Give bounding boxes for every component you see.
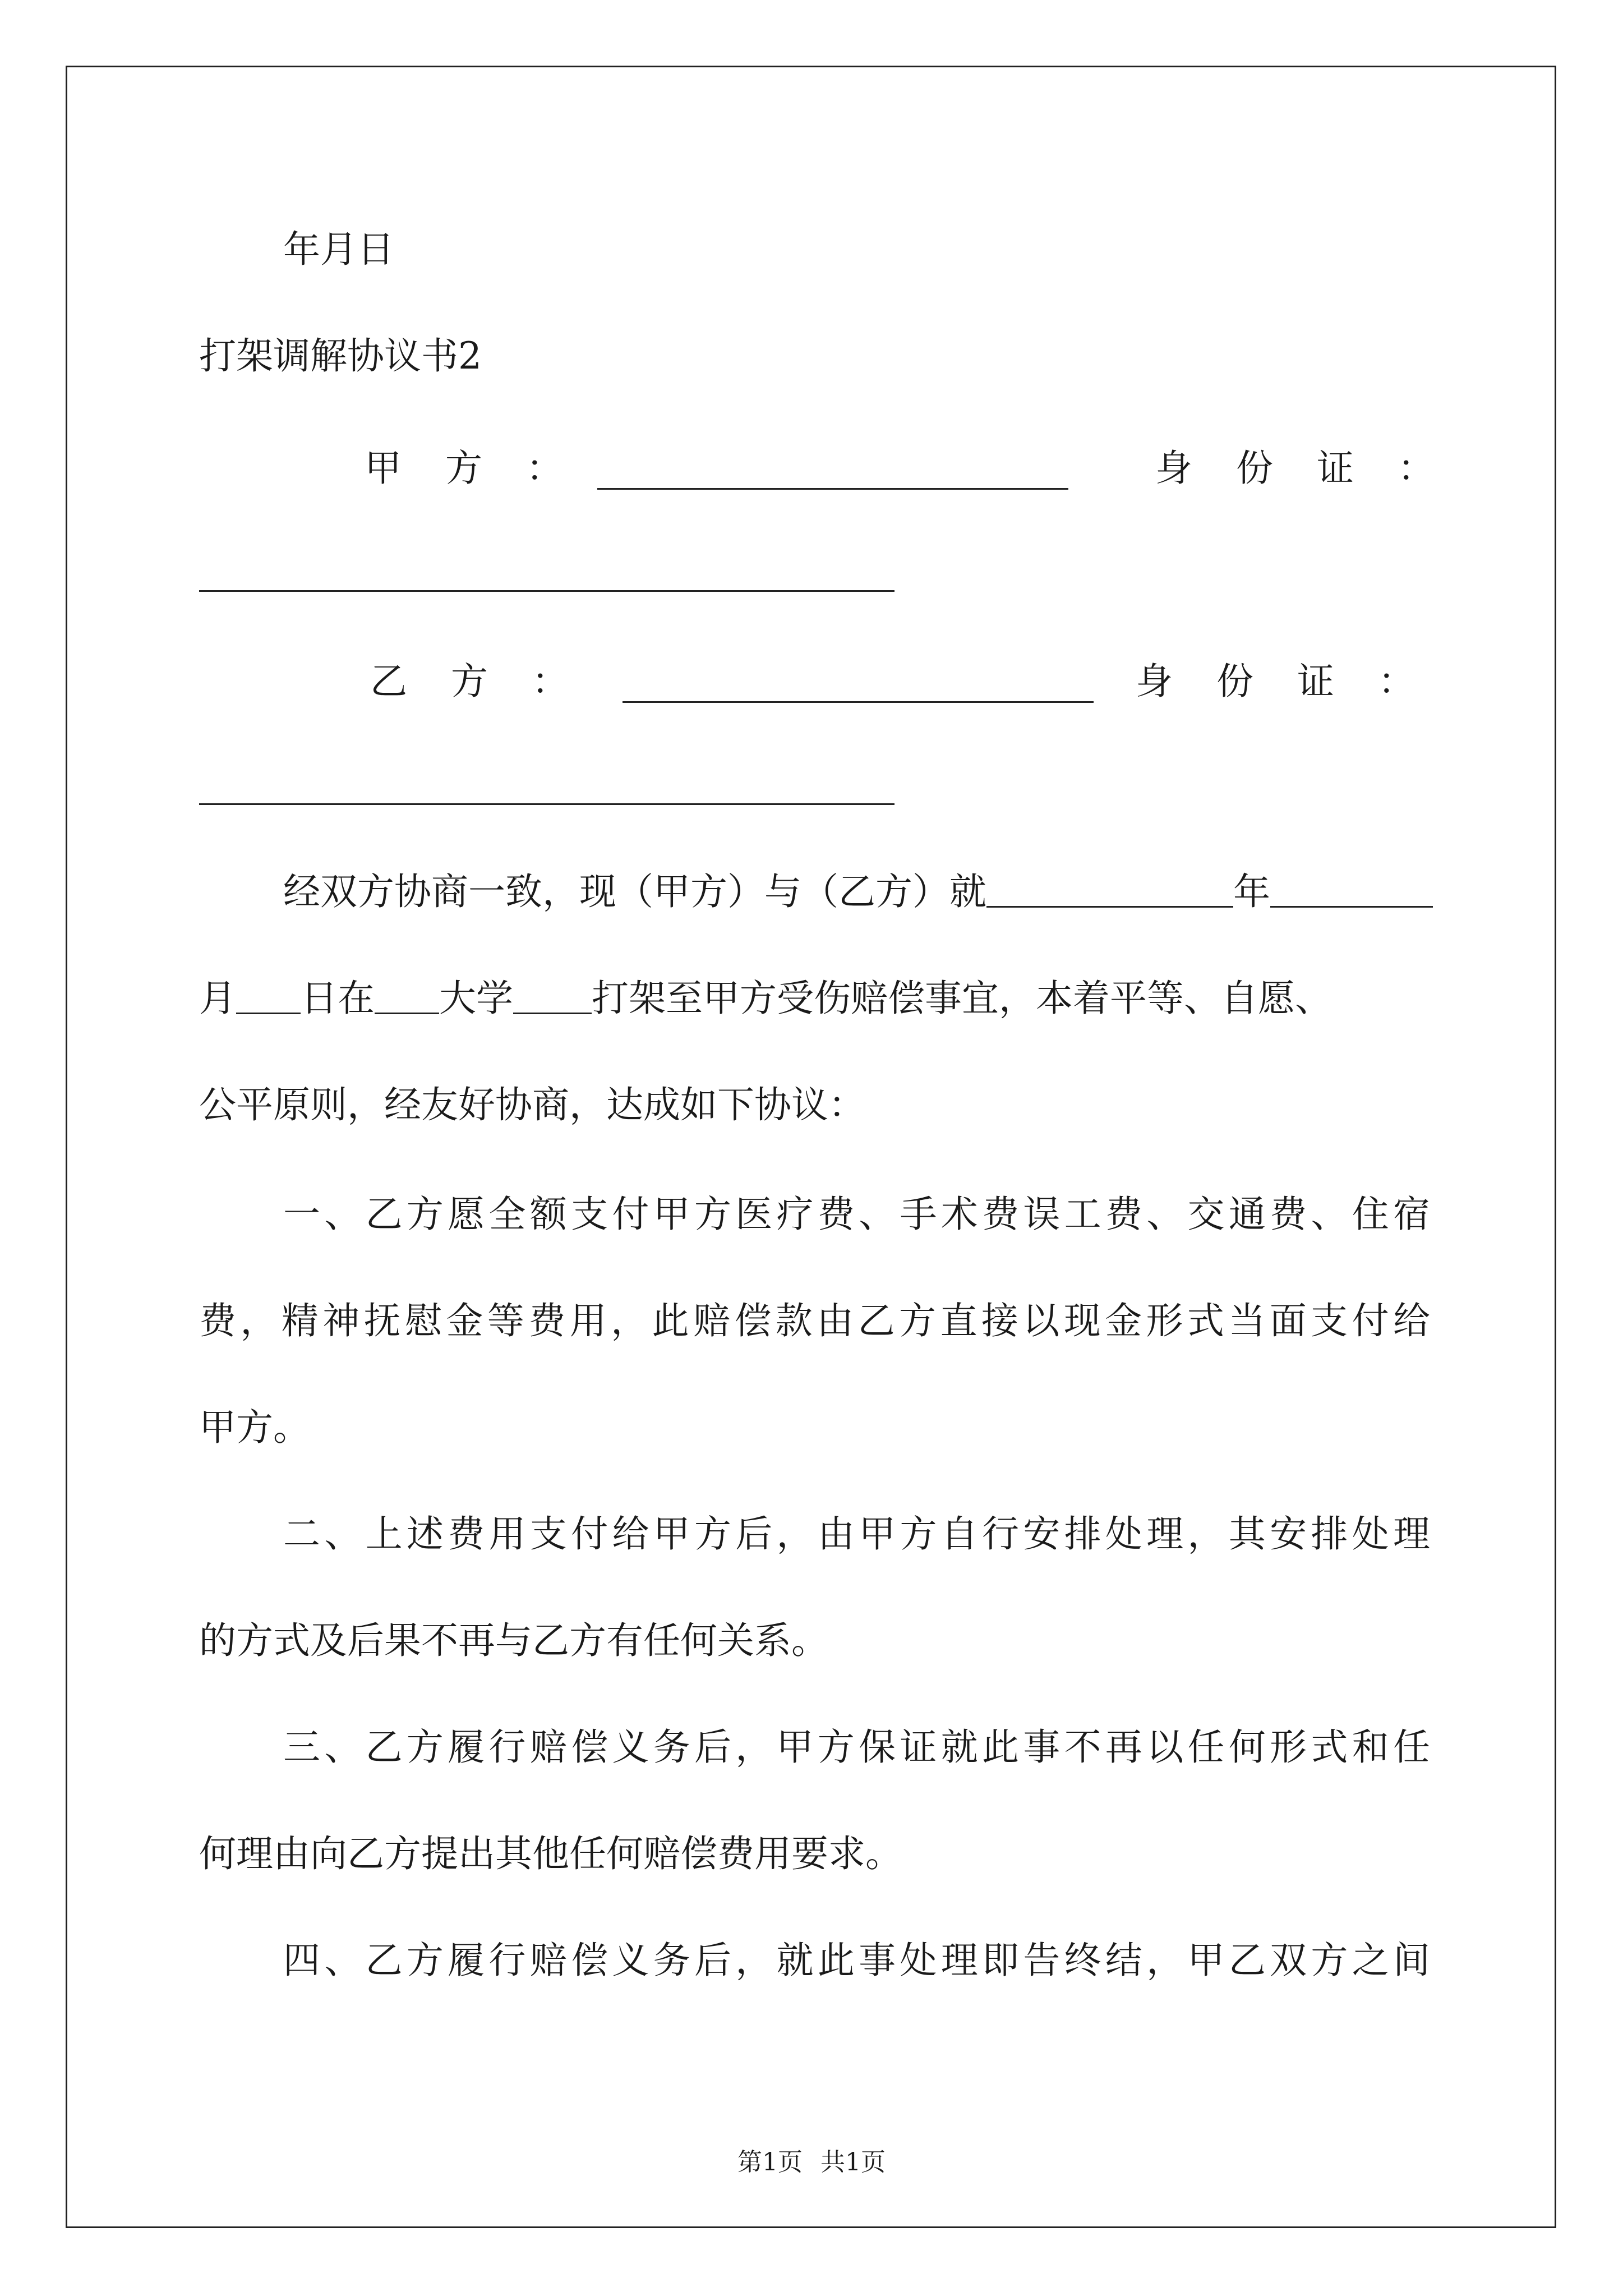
month-prefix-blank <box>1270 872 1433 908</box>
clause-1-line-3: 甲方。 <box>199 1406 310 1449</box>
party-a-row <box>199 443 1478 494</box>
intro-text: 大学 <box>439 977 513 1020</box>
clause-1-line-1: 一、乙方愿全额支付甲方医疗费、手术费误工费、交通费、住宿 <box>283 1193 1430 1236</box>
day-blank <box>375 979 439 1014</box>
date-line: 年月日 <box>283 228 394 271</box>
university-blank <box>513 979 592 1014</box>
party-a-label: 甲方： <box>365 447 607 490</box>
intro-line-2 <box>199 973 1430 1024</box>
clause-3-line-1: 三、乙方履行赔偿义务后，甲方保证就此事不再以任何形式和任 <box>283 1726 1430 1769</box>
clause-1-line-2: 费，精神抚慰金等费用，此赔偿款由乙方直接以现金形式当面支付给 <box>199 1299 1430 1342</box>
clause-2-line-2: 的方式及后果不再与乙方有任何关系。 <box>199 1619 828 1662</box>
document-title: 打架调解协议书2 <box>199 334 482 378</box>
intro-line-1 <box>283 867 1430 917</box>
clause-4-line-1: 四、乙方履行赔偿义务后，就此事处理即告终结，甲乙双方之间 <box>283 1939 1430 1982</box>
party-b-label: 乙方： <box>370 660 612 703</box>
party-a-id-blank <box>199 590 895 592</box>
intro-text: 月 <box>199 977 236 1020</box>
party-b-id-label: 身份证： <box>1136 660 1459 703</box>
party-b-name-blank <box>623 701 1094 703</box>
page-total: 共1页 <box>820 2148 886 2177</box>
intro-line-3: 公平原则，经友好协商，达成如下协议： <box>199 1083 865 1126</box>
party-a-name-blank <box>597 488 1068 490</box>
page-number: 第1页 <box>737 2148 803 2177</box>
intro-text: 日在 <box>301 977 375 1020</box>
page-border <box>66 66 1556 2228</box>
clause-3-line-2: 何理由向乙方提出其他任何赔偿费用要求。 <box>199 1832 902 1875</box>
party-b-id-blank <box>199 803 895 805</box>
party-a-id-label: 身份证： <box>1155 447 1478 490</box>
party-b-row <box>199 656 1459 707</box>
month-blank <box>236 979 301 1014</box>
year-blank <box>986 872 1233 908</box>
intro-text: 年 <box>1233 870 1270 913</box>
intro-text: 经双方协商一致，现（甲方）与（乙方）就 <box>283 870 986 913</box>
intro-text: 打架至甲方受伤赔偿事宜，本着平等、自愿、 <box>592 977 1332 1020</box>
page-footer <box>0 2146 1623 2179</box>
clause-2-line-1: 二、上述费用支付给甲方后，由甲方自行安排处理，其安排处理 <box>283 1512 1430 1556</box>
